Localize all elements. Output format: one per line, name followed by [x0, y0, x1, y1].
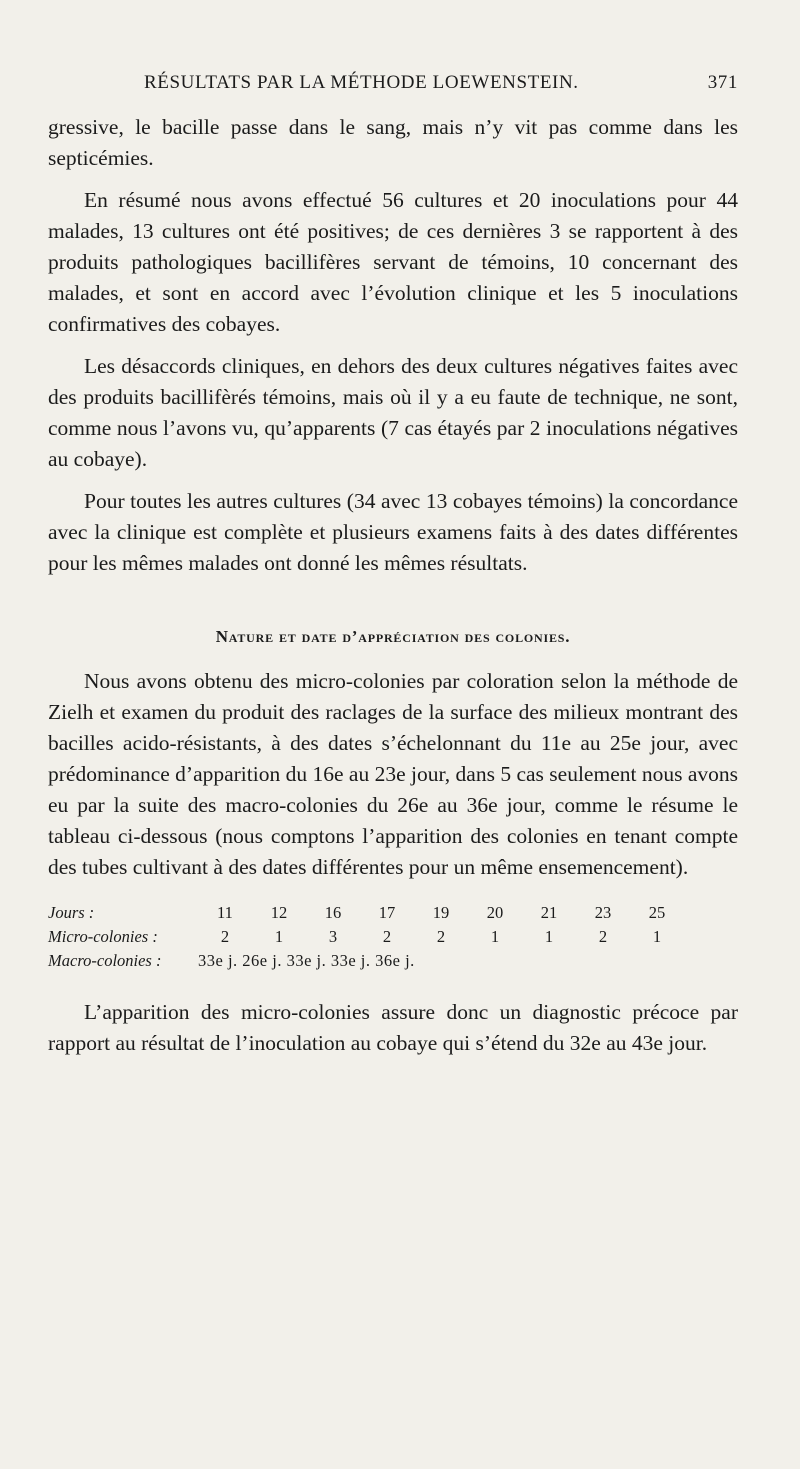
micro-cells: [198, 925, 738, 949]
paragraph-concordance: Pour toutes les autres cultures (34 avec 13 cobayes témoins) la concordance avec la clinique est complète et plusieurs examens faits à des dates différentes pour les mêmes malades ont donné les mêmes résultats.: [48, 489, 738, 575]
jours-cell: 21: [540, 903, 558, 922]
section-heading: Nature et date d’appréciation des colonies.: [215, 627, 571, 646]
paragraph-closing: L’apparition des micro-colonies assure donc un diagnostic précoce par rapport au résultat de l’inoculation au cobaye qui s’étend du 32e au 43e jour.: [48, 1000, 738, 1055]
jours-cell: 23: [594, 903, 612, 922]
table-row-macro: [48, 949, 738, 973]
micro-cell: 1: [544, 927, 554, 946]
body-text: [48, 112, 738, 1059]
running-head: [48, 72, 738, 100]
micro-cell: 1: [490, 927, 500, 946]
row-label-macro: Macro-colonies :: [48, 951, 162, 970]
table-row-jours: [48, 901, 738, 925]
running-title: RÉSULTATS PAR LA MÉTHODE LOEWENSTEIN.: [144, 72, 579, 93]
jours-cell: 11: [217, 903, 233, 922]
row-label-micro: Micro-colonies :: [48, 927, 158, 946]
jours-cell: 16: [324, 903, 342, 922]
colonies-table: [48, 901, 738, 973]
jours-cells: [198, 901, 738, 925]
paragraph-continuation: gressive, le bacille passe dans le sang, mais n’y vit pas comme dans les septicémies.: [48, 115, 738, 170]
micro-cell: 1: [652, 927, 662, 946]
jours-cell: 17: [378, 903, 396, 922]
jours-cell: 12: [270, 903, 288, 922]
jours-cell: 25: [648, 903, 666, 922]
macro-values: 33e j. 26e j. 33e j. 33e j. 36e j.: [198, 951, 415, 970]
jours-cell: 19: [432, 903, 450, 922]
micro-cell: 2: [382, 927, 392, 946]
paragraph-disagreements: Les désaccords cliniques, en dehors des deux cultures négatives faites avec des produits bacillifèrés témoins, mais où il y a eu faute de technique, ne sont, comme nous l’avons vu, qu’apparents (7 cas étayés par 2 inoculations négatives au cobaye).: [48, 354, 738, 471]
micro-cell: 3: [328, 927, 338, 946]
jours-cell: 20: [486, 903, 504, 922]
micro-cell: 2: [598, 927, 608, 946]
table-row-micro: [48, 925, 738, 949]
micro-cell: 2: [436, 927, 446, 946]
paragraph-summary: En résumé nous avons effectué 56 cultures et 20 inoculations pour 44 malades, 13 cultures ont été positives; de ces dernières 3 se rapportent à des produits pathologiques bacillifères servant de témoins, 10 concernant des malades, et sont en accord avec l’évolution clinique et les 5 inoculations confirmatives des cobayes.: [48, 188, 738, 336]
row-label-jours: Jours :: [48, 903, 95, 922]
micro-cell: 2: [220, 927, 230, 946]
micro-cell: 1: [274, 927, 284, 946]
paragraph-colonies: Nous avons obtenu des micro-colonies par coloration selon la méthode de Zielh et examen du produit des raclages de la surface des milieux montrant des bacilles acido-résistants, à des dates s’échelonnant du 11e au 25e jour, avec prédominance d’apparition du 16e au 23e jour, dans 5 cas seulement nous avons eu par la suite des macro-colonies du 26e au 36e jour, comme le résume le tableau ci-dessous (nous comptons l’apparition des colonies en tenant compte des tubes cultivant à des dates différentes pour un même ensemencement).: [48, 669, 738, 879]
page-number: 371: [707, 72, 738, 93]
